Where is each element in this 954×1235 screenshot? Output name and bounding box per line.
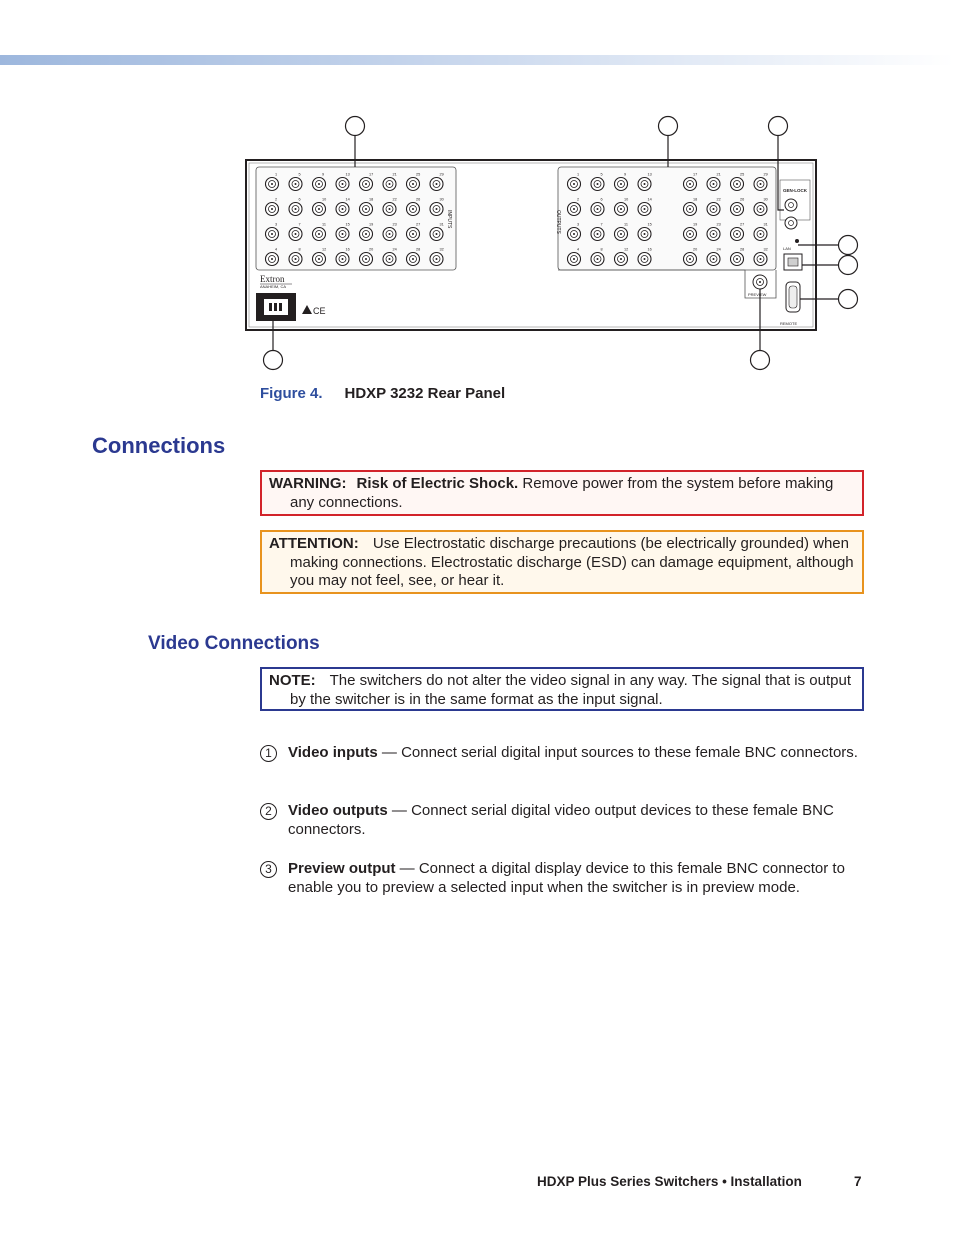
lan-label: LAN [783, 246, 791, 251]
connector-number: 13 [345, 172, 350, 177]
connector-number: 31 [439, 222, 444, 227]
connector-number: 21 [716, 172, 721, 177]
connector-number: 1 [275, 172, 278, 177]
connector-number: 16 [647, 247, 652, 252]
connector-number: 32 [439, 247, 444, 252]
connector-number: 2 [275, 197, 278, 202]
header-bar [0, 55, 954, 65]
lan-port [784, 254, 802, 270]
inputs-block [256, 167, 456, 270]
figure-title: HDXP 3232 Rear Panel [344, 385, 506, 402]
connector-number: 1 [577, 172, 580, 177]
connector-number: 28 [416, 247, 421, 252]
rear-panel-figure [240, 110, 880, 375]
connector-number: 9 [624, 172, 627, 177]
connector-number: 26 [740, 197, 745, 202]
connector-number: 6 [298, 197, 301, 202]
connector-number: 18 [369, 197, 374, 202]
connector-number: 24 [392, 247, 397, 252]
power-inlet [256, 293, 296, 321]
connector-number: 10 [322, 197, 327, 202]
connector-number: 17 [693, 172, 698, 177]
note-text: The switchers do not alter the video signal in any way. The signal that is output by the switcher is in the same format as the input signal. [290, 672, 851, 708]
connector-number: 19 [693, 222, 698, 227]
callout-5-icon [839, 256, 858, 275]
footer-title: HDXP Plus Series Switchers • Installation [537, 1174, 802, 1189]
item-number-icon: 3 [260, 861, 277, 878]
warning-bold-text: Risk of Electric Shock. [356, 475, 519, 492]
connector-number: 32 [763, 247, 768, 252]
connector-number: 21 [392, 172, 397, 177]
preview-connector [753, 275, 767, 289]
figure-caption [260, 385, 505, 402]
connector-number: 12 [624, 247, 629, 252]
callout-7-icon [264, 351, 283, 370]
callout-2-icon [659, 117, 678, 136]
connector-number: 12 [322, 247, 327, 252]
item-title: Video inputs [288, 744, 378, 761]
connector-number: 11 [322, 222, 326, 227]
connector-number: 8 [600, 247, 603, 252]
brand-label: Extron [260, 274, 285, 284]
connector-number: 4 [275, 247, 278, 252]
list-item [260, 860, 864, 897]
connector-number: 25 [416, 172, 421, 177]
callout-4-icon [839, 236, 858, 255]
connector-number: 10 [624, 197, 629, 202]
warning-box [260, 470, 864, 516]
connector-number: 9 [322, 172, 325, 177]
item-text: — Connect serial digital video output devices to these female BNC connectors. [288, 802, 834, 838]
connector-number: 20 [693, 247, 698, 252]
connector-number: 16 [345, 247, 350, 252]
genlock-label: GEN-LOCK [783, 188, 807, 193]
connector-number: 28 [740, 247, 745, 252]
remote-port [786, 282, 800, 312]
callout-1-icon [346, 117, 365, 136]
connector-number: 11 [624, 222, 628, 227]
connector-number: 18 [693, 197, 698, 202]
video-connections-heading: Video Connections [148, 633, 320, 654]
connector-number: 30 [439, 197, 444, 202]
connector-number: 29 [439, 172, 444, 177]
item-number-icon: 1 [260, 745, 277, 762]
connector-number: 15 [345, 222, 350, 227]
connector-number: 25 [740, 172, 745, 177]
connector-number: 15 [647, 222, 652, 227]
connector-number: 29 [763, 172, 768, 177]
rear-panel-diagram [240, 110, 880, 375]
connector-number: 23 [716, 222, 721, 227]
note-box [260, 667, 864, 711]
connector-number: 19 [369, 222, 374, 227]
connector-number: 17 [369, 172, 374, 177]
connector-number: 20 [369, 247, 374, 252]
item-text: — Connect a digital display device to this female BNC connector to enable you to preview a selected input when the switcher is in preview mode. [288, 860, 845, 896]
connector-number: 26 [416, 197, 421, 202]
connector-number: 4 [577, 247, 580, 252]
outputs-label: OUTPUTS [555, 210, 561, 234]
ce-mark-icon: CE [313, 306, 326, 316]
connections-heading: Connections [92, 433, 226, 458]
connector-number: 22 [392, 197, 397, 202]
connector-number: 24 [716, 247, 721, 252]
connector-number: 7 [298, 222, 301, 227]
connector-number: 8 [298, 247, 301, 252]
attention-text: Use Electrostatic discharge precautions (be electrically grounded) when making connections. Electrostatic discharge (ESD) can damage equipment, although you may not feel, see, or hear it. [290, 535, 854, 589]
connector-number: 5 [298, 172, 301, 177]
connector-number: 2 [577, 197, 580, 202]
item-title: Preview output [288, 860, 396, 877]
warning-label: WARNING: [269, 475, 347, 492]
preview-label: PREVIEW [748, 292, 767, 297]
figure-number: Figure 4. [260, 385, 323, 402]
connector-number: 5 [600, 172, 603, 177]
note-label: NOTE: [269, 672, 316, 689]
location-label: ANAHEIM, CA [260, 284, 287, 289]
connector-number: 27 [416, 222, 421, 227]
item-number-icon: 2 [260, 803, 277, 820]
connector-number: 27 [740, 222, 745, 227]
list-item [260, 802, 864, 839]
connector-number: 14 [345, 197, 350, 202]
connector-number: 22 [716, 197, 721, 202]
item-title: Video outputs [288, 802, 388, 819]
attention-label: ATTENTION: [269, 535, 359, 552]
connector-number: 7 [600, 222, 603, 227]
connector-number: 13 [647, 172, 652, 177]
connector-number: 14 [647, 197, 652, 202]
attention-box [260, 530, 864, 594]
inputs-label: INPUTS [446, 210, 452, 229]
connector-number: 3 [275, 222, 278, 227]
page-number: 7 [854, 1174, 862, 1189]
remote-label: REMOTE [780, 321, 798, 326]
connector-number: 23 [392, 222, 397, 227]
connector-number: 3 [577, 222, 580, 227]
connector-number: 6 [600, 197, 603, 202]
callout-8-icon [751, 351, 770, 370]
connector-number: 30 [763, 197, 768, 202]
item-text: — Connect serial digital input sources to these female BNC connectors. [377, 744, 858, 761]
callout-6-icon [839, 290, 858, 309]
warning-text: Remove power from the system before making any connections. [290, 475, 834, 511]
connector-number: 31 [763, 222, 768, 227]
list-item [260, 744, 864, 763]
callout-3-icon [769, 117, 788, 136]
